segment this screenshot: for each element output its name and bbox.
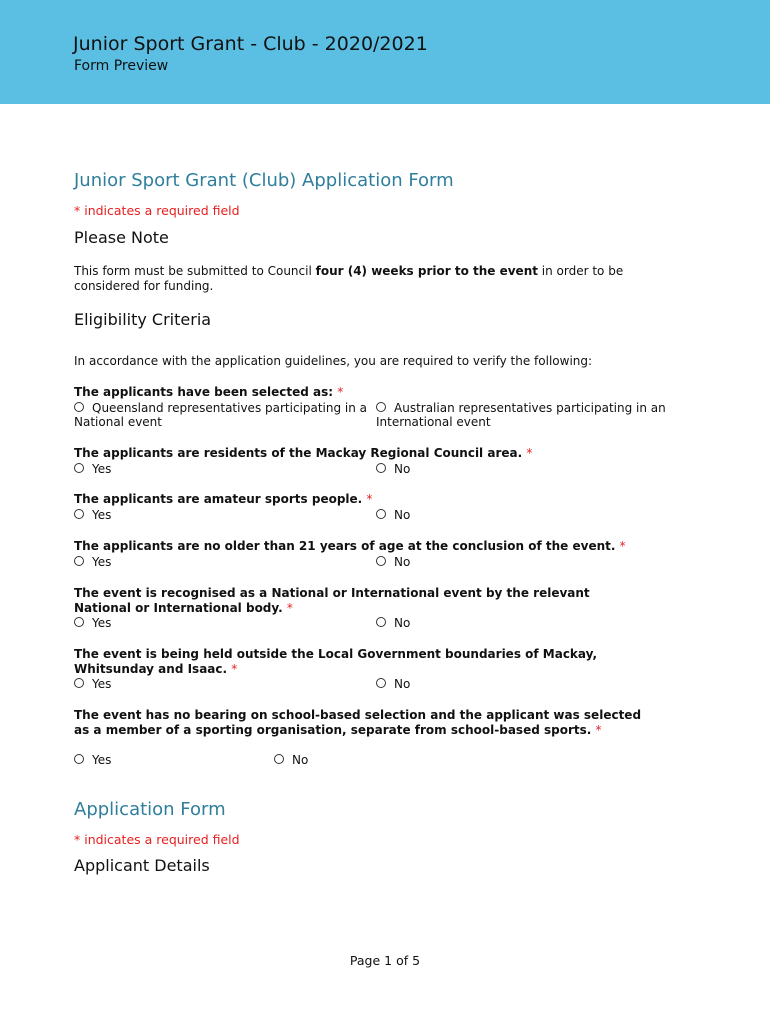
note-text-bold: four (4) weeks prior to the event: [315, 264, 538, 278]
option-label: Yes: [92, 555, 112, 569]
radio-icon[interactable]: [74, 402, 84, 412]
applicant-details-heading: Applicant Details: [74, 856, 210, 875]
option-no[interactable]: [274, 753, 308, 767]
option-label: No: [394, 616, 411, 630]
question-label: The applicants have been selected as:: [74, 385, 334, 399]
option-yes[interactable]: [74, 555, 111, 569]
required-marker: *: [595, 723, 602, 737]
option-no[interactable]: [376, 677, 410, 691]
required-marker: *: [231, 662, 238, 676]
option-label: No: [292, 753, 309, 767]
option-label: Yes: [92, 508, 112, 522]
question-age: [74, 539, 654, 554]
note-text-start: This form must be submitted to Council: [74, 264, 316, 278]
eligibility-intro: In accordance with the application guidelines, you are required to verify the following:: [74, 354, 593, 368]
radio-icon[interactable]: [274, 754, 284, 764]
option-no[interactable]: [376, 555, 410, 569]
question-residents: [74, 446, 654, 461]
radio-icon[interactable]: [74, 509, 84, 519]
radio-icon[interactable]: [376, 463, 386, 473]
question-label: The event has no bearing on school-based selection and the applicant was selected as a member of a sporting organisation, separate from school-based sports.: [74, 708, 642, 737]
radio-icon[interactable]: [74, 678, 84, 688]
radio-icon[interactable]: [74, 754, 84, 764]
required-field-note: * indicates a required field: [74, 203, 240, 218]
submission-note: [74, 264, 674, 294]
radio-icon[interactable]: [376, 556, 386, 566]
question-label: The applicants are no older than 21 years of age at the conclusion of the event.: [74, 539, 616, 553]
option-label: Yes: [92, 753, 112, 767]
question-label: The event is being held outside the Local Government boundaries of Mackay, Whitsunday and Isaac.: [74, 647, 598, 676]
option-yes[interactable]: [74, 462, 111, 476]
page-header: [0, 0, 770, 104]
radio-icon[interactable]: [74, 617, 84, 627]
option-australian-representatives[interactable]: [376, 401, 674, 429]
option-label: Queensland representatives participating in a National event: [74, 401, 368, 429]
option-yes[interactable]: [74, 616, 111, 630]
page-number: Page 1 of 5: [349, 953, 421, 968]
option-no[interactable]: [376, 508, 410, 522]
radio-icon[interactable]: [376, 509, 386, 519]
radio-icon[interactable]: [376, 617, 386, 627]
radio-icon[interactable]: [376, 678, 386, 688]
option-no[interactable]: [376, 616, 410, 630]
option-yes[interactable]: [74, 508, 111, 522]
question-event-outside: [74, 647, 649, 677]
question-label: The event is recognised as a National or International event by the relevant National or International body.: [74, 586, 590, 615]
option-queensland-representatives[interactable]: [74, 401, 369, 429]
option-label: No: [394, 508, 411, 522]
option-label: Australian representatives participating in an International event: [376, 401, 666, 429]
page-subtitle: Form Preview: [74, 58, 169, 74]
required-marker: *: [366, 492, 373, 506]
application-form-title: Application Form: [74, 799, 226, 820]
radio-icon[interactable]: [376, 402, 386, 412]
required-marker: *: [337, 385, 344, 399]
required-field-note: * indicates a required field: [74, 832, 240, 847]
question-label: The applicants are residents of the Mackay Regional Council area.: [74, 446, 523, 460]
question-label: The applicants are amateur sports people.: [74, 492, 363, 506]
option-no[interactable]: [376, 462, 410, 476]
option-label: Yes: [92, 616, 112, 630]
option-label: Yes: [92, 677, 112, 691]
required-marker: *: [619, 539, 626, 553]
question-school-selection: [74, 708, 649, 738]
question-amateur: [74, 492, 654, 507]
eligibility-heading: Eligibility Criteria: [74, 310, 212, 329]
option-label: No: [394, 555, 411, 569]
page-title: Junior Sport Grant - Club - 2020/2021: [73, 33, 428, 55]
radio-icon[interactable]: [74, 463, 84, 473]
required-marker: *: [286, 601, 293, 615]
option-yes[interactable]: [74, 677, 111, 691]
option-label: No: [394, 462, 411, 476]
option-label: No: [394, 677, 411, 691]
note-text-end: in order to be considered for funding.: [74, 264, 624, 293]
form-title: Junior Sport Grant (Club) Application Form: [74, 170, 454, 191]
question-selected-as: [74, 385, 654, 400]
radio-icon[interactable]: [74, 556, 84, 566]
option-yes[interactable]: [74, 753, 111, 767]
question-event-recognised: [74, 586, 644, 616]
option-label: Yes: [92, 462, 112, 476]
required-marker: *: [526, 446, 533, 460]
please-note-heading: Please Note: [74, 228, 169, 247]
